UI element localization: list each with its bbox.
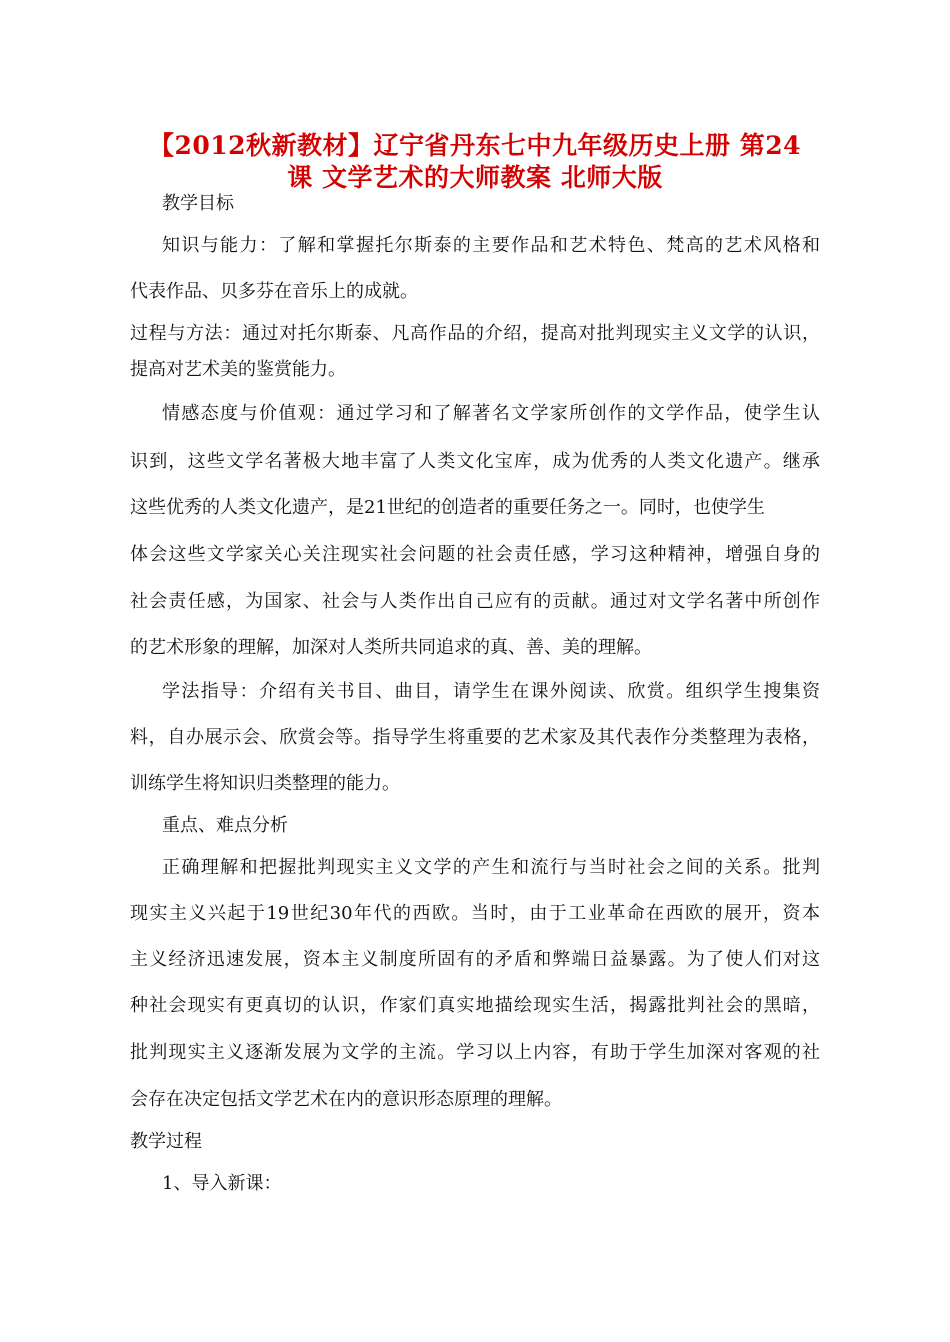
paragraph-line: 体会这些文学家关心关注现实社会问题的社会责任感，学习这种精神，增强自身的 xyxy=(130,544,820,565)
paragraph-line: 情感态度与价值观：通过学习和了解著名文学家所创作的文学作品，使学生认 xyxy=(162,403,820,424)
paragraph-line: 现实主义兴起于19世纪30年代的西欧。当时，由于工业革命在西欧的展开，资本 xyxy=(130,903,820,924)
section-heading-key-points: 重点、难点分析 xyxy=(162,815,288,836)
list-item-intro: 1、导入新课： xyxy=(162,1173,282,1194)
document-title-line-1: 【2012秋新教材】辽宁省丹东七中九年级历史上册 第24 xyxy=(148,131,802,160)
paragraph-line: 种社会现实有更真切的认识，作家们真实地描绘现实生活，揭露批判社会的黑暗， xyxy=(130,995,820,1016)
paragraph-line: 提高对艺术美的鉴赏能力。 xyxy=(130,359,346,380)
paragraph-line: 的艺术形象的理解，加深对人类所共同追求的真、善、美的理解。 xyxy=(130,637,652,658)
paragraph-line: 代表作品、贝多芬在音乐上的成就。 xyxy=(130,281,418,302)
paragraph-line: 识到，这些文学名著极大地丰富了人类文化宝库，成为优秀的人类文化遗产。继承 xyxy=(130,451,820,472)
paragraph-line: 知识与能力：了解和掌握托尔斯泰的主要作品和艺术特色、梵高的艺术风格和 xyxy=(162,235,820,256)
paragraph-line: 主义经济迅速发展，资本主义制度所固有的矛盾和弊端日益暴露。为了使人们对这 xyxy=(130,949,820,970)
section-heading-teaching-process: 教学过程 xyxy=(130,1131,202,1152)
paragraph-line: 社会责任感，为国家、社会与人类作出自己应有的贡献。通过对文学名著中所创作 xyxy=(130,591,820,612)
paragraph-line: 这些优秀的人类文化遗产，是21世纪的创造者的重要任务之一。同时，也使学生 xyxy=(130,497,765,518)
paragraph-line: 料，自办展示会、欣赏会等。指导学生将重要的艺术家及其代表作分类整理为表格， xyxy=(130,727,820,748)
paragraph-line: 正确理解和把握批判现实主义文学的产生和流行与当时社会之间的关系。批判 xyxy=(162,857,820,878)
section-heading-teaching-goals: 教学目标 xyxy=(162,193,234,214)
paragraph-line: 过程与方法：通过对托尔斯泰、凡高作品的介绍，提高对批判现实主义文学的认识， xyxy=(130,323,820,344)
document-title-line-2: 课 文学艺术的大师教案 北师大版 xyxy=(287,163,663,192)
paragraph-line: 训练学生将知识归类整理的能力。 xyxy=(130,773,400,794)
paragraph-line: 会存在决定包括文学艺术在内的意识形态原理的理解。 xyxy=(130,1089,562,1110)
paragraph-line: 批判现实主义逐渐发展为文学的主流。学习以上内容，有助于学生加深对客观的社 xyxy=(130,1042,820,1063)
paragraph-line: 学法指导：介绍有关书目、曲目，请学生在课外阅读、欣赏。组织学生搜集资 xyxy=(162,681,820,702)
